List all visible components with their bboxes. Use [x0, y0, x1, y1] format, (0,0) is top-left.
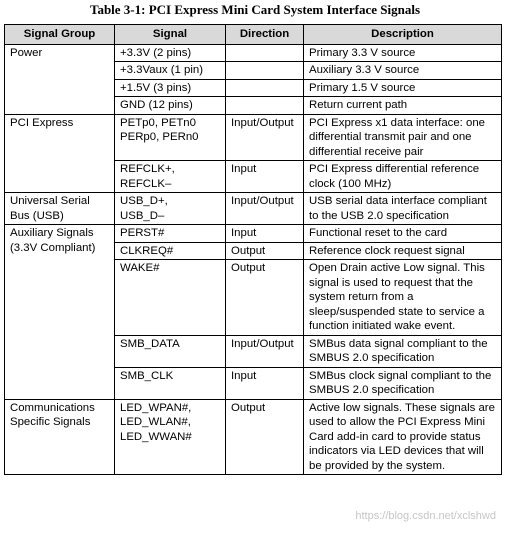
signal-cell: PERST# — [115, 225, 226, 243]
description-cell: PCI Express differential reference clock (100 MHz) — [304, 161, 502, 193]
group-usb: Universal Serial Bus (USB) — [5, 193, 115, 225]
direction-cell: Input/Output — [226, 193, 304, 225]
signal-cell: GND (12 pins) — [115, 97, 226, 115]
direction-cell: Input — [226, 225, 304, 243]
description-cell: Reference clock request signal — [304, 242, 502, 260]
description-cell: SMBus clock signal compliant to the SMBUS 2.0 specification — [304, 367, 502, 399]
group-auxiliary: Auxiliary Signals (3.3V Compliant) — [5, 225, 115, 400]
direction-cell: Input — [226, 161, 304, 193]
table-caption: Table 3-1: PCI Express Mini Card System Interface Signals — [89, 2, 421, 17]
description-cell: Primary 3.3 V source — [304, 44, 502, 62]
direction-cell — [226, 62, 304, 80]
direction-cell: Output — [226, 242, 304, 260]
signal-cell: +3.3Vaux (1 pin) — [115, 62, 226, 80]
signal-cell: REFCLK+, REFCLK– — [115, 161, 226, 193]
description-cell: USB serial data interface compliant to the USB 2.0 specification — [304, 193, 502, 225]
signal-cell: +1.5V (3 pins) — [115, 79, 226, 97]
header-row — [5, 25, 502, 45]
signal-cell: LED_WPAN#, LED_WLAN#, LED_WWAN# — [115, 399, 226, 475]
direction-cell: Input/Output — [226, 114, 304, 161]
header-signal: Signal — [115, 25, 226, 45]
direction-cell: Output — [226, 260, 304, 336]
header-signal-group: Signal Group — [5, 25, 115, 45]
description-cell: PCI Express x1 data interface: one differential transmit pair and one differential receive pair — [304, 114, 502, 161]
signal-cell: USB_D+, USB_D– — [115, 193, 226, 225]
signal-cell: PETp0, PETn0 PERp0, PERn0 — [115, 114, 226, 161]
table-row — [5, 225, 502, 243]
table-row — [5, 44, 502, 62]
table-row — [5, 193, 502, 225]
table-row — [5, 114, 502, 161]
signal-cell: SMB_CLK — [115, 367, 226, 399]
group-communications: Communications Specific Signals — [5, 399, 115, 475]
direction-cell — [226, 97, 304, 115]
description-cell: SMBus data signal compliant to the SMBUS 2.0 specification — [304, 335, 502, 367]
signal-cell: CLKREQ# — [115, 242, 226, 260]
table-row — [5, 399, 502, 475]
direction-cell: Input — [226, 367, 304, 399]
signal-cell: WAKE# — [115, 260, 226, 336]
direction-cell: Input/Output — [226, 335, 304, 367]
description-cell: Return current path — [304, 97, 502, 115]
watermark: https://blog.csdn.net/xclshwd — [355, 510, 496, 522]
direction-cell — [226, 79, 304, 97]
description-cell: Auxiliary 3.3 V source — [304, 62, 502, 80]
description-cell: Active low signals. These signals are used to allow the PCI Express Mini Card add-in card to provide status indicators via LED devices that will be provided by the system. — [304, 399, 502, 475]
group-pci-express: PCI Express — [5, 114, 115, 193]
signals-table — [4, 24, 502, 475]
group-power: Power — [5, 44, 115, 114]
description-cell: Primary 1.5 V source — [304, 79, 502, 97]
description-cell: Open Drain active Low signal. This signal is used to request that the system return from a sleep/suspended state to service a function initiated wake event. — [304, 260, 502, 336]
header-description: Description — [304, 25, 502, 45]
signal-cell: +3.3V (2 pins) — [115, 44, 226, 62]
header-direction: Direction — [226, 25, 304, 45]
direction-cell — [226, 44, 304, 62]
signal-cell: SMB_DATA — [115, 335, 226, 367]
direction-cell: Output — [226, 399, 304, 475]
description-cell: Functional reset to the card — [304, 225, 502, 243]
